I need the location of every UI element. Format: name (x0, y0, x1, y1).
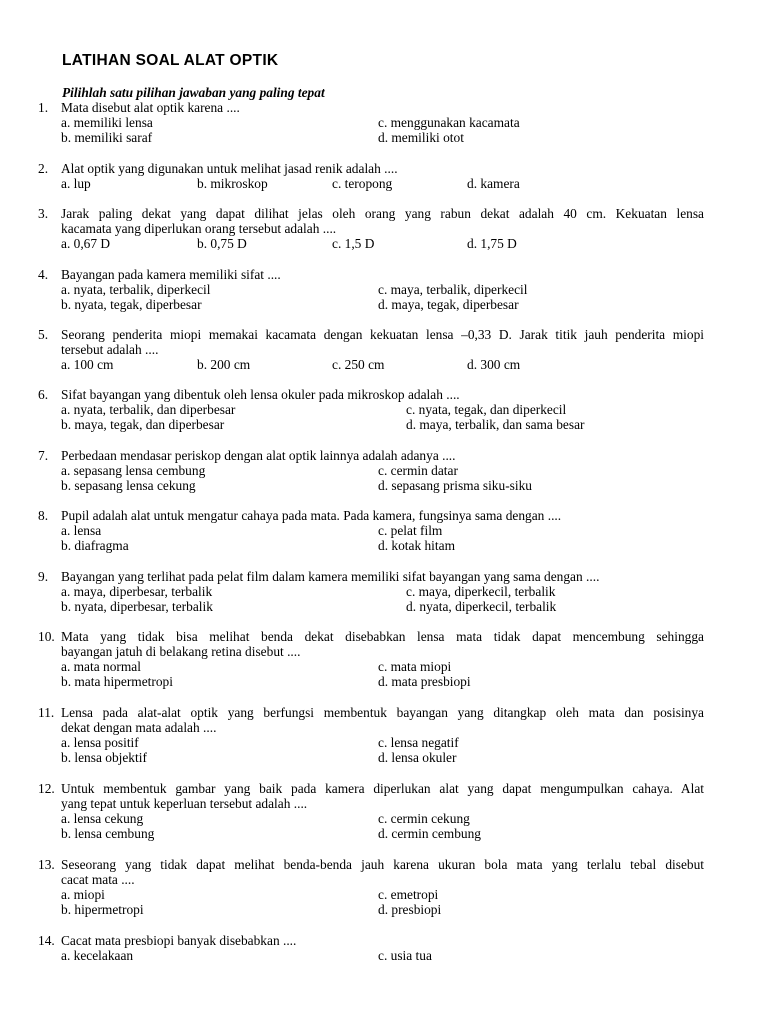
answer-option[interactable]: c. menggunakan kacamata (378, 115, 520, 130)
question-number: 12. (38, 781, 55, 796)
question-text: Seorang penderita miopi memakai kacamata dengan kekuatan lensa –0,33 D. Jarak titik jauh penderita miopi (61, 327, 704, 342)
answer-option[interactable]: d. cermin cembung (378, 826, 481, 841)
question-text: Bayangan pada kamera memiliki sifat .... (61, 267, 281, 282)
question-number: 10. (38, 629, 55, 644)
answer-option[interactable]: a. 100 cm (61, 357, 114, 372)
answer-option[interactable]: b. lensa cembung (61, 826, 155, 841)
question-text: Alat optik yang digunakan untuk melihat jasad renik adalah .... (61, 161, 398, 176)
question-text: dekat dengan mata adalah .... (61, 720, 217, 735)
question-number: 2. (38, 161, 49, 176)
answer-option[interactable]: a. sepasang lensa cembung (61, 463, 206, 478)
answer-option[interactable]: b. diafragma (61, 538, 129, 553)
instruction-text: Pilihlah satu pilihan jawaban yang paling tepat (62, 85, 325, 100)
answer-option[interactable]: b. mata hipermetropi (61, 674, 173, 689)
answer-option[interactable]: a. miopi (61, 887, 105, 902)
answer-option[interactable]: d. maya, terbalik, dan sama besar (406, 417, 585, 432)
question-text: Sifat bayangan yang dibentuk oleh lensa okuler pada mikroskop adalah .... (61, 387, 460, 402)
question-text: Cacat mata presbiopi banyak disebabkan .... (61, 933, 297, 948)
question-number: 4. (38, 267, 49, 282)
answer-option[interactable]: b. memiliki saraf (61, 130, 153, 145)
question-number: 6. (38, 387, 49, 402)
answer-option[interactable]: c. emetropi (378, 887, 439, 902)
question-text: Mata disebut alat optik karena .... (61, 100, 240, 115)
question-number: 9. (38, 569, 49, 584)
question-text: Bayangan yang terlihat pada pelat film dalam kamera memiliki sifat bayangan yang sama dengan .... (61, 569, 600, 584)
answer-option[interactable]: d. 1,75 D (467, 236, 517, 251)
answer-option[interactable]: d. sepasang prisma siku-siku (378, 478, 532, 493)
answer-option[interactable]: b. sepasang lensa cekung (61, 478, 196, 493)
question-text: Seseorang yang tidak dapat melihat benda-benda jauh karena ukuran bola mata yang terlalu tebal disebut (61, 857, 704, 872)
answer-option[interactable]: b. 0,75 D (197, 236, 247, 251)
answer-option[interactable]: d. 300 cm (467, 357, 521, 372)
answer-option[interactable]: d. kotak hitam (378, 538, 455, 553)
question-text: Pupil adalah alat untuk mengatur cahaya pada mata. Pada kamera, fungsinya sama dengan .... (61, 508, 562, 523)
page-title: LATIHAN SOAL ALAT OPTIK (62, 52, 279, 69)
answer-option[interactable]: b. lensa objektif (61, 750, 147, 765)
question-number: 8. (38, 508, 49, 523)
answer-option[interactable]: c. cermin datar (378, 463, 458, 478)
question-text: bayangan jatuh di belakang retina disebut .... (61, 644, 301, 659)
answer-option[interactable]: b. mikroskop (197, 176, 268, 191)
answer-option[interactable]: b. nyata, diperbesar, terbalik (61, 599, 213, 614)
question-number: 1. (38, 100, 49, 115)
answer-option[interactable]: c. pelat film (378, 523, 443, 538)
question-number: 7. (38, 448, 49, 463)
answer-option[interactable]: c. nyata, tegak, dan diperkecil (406, 402, 567, 417)
answer-option[interactable]: d. lensa okuler (378, 750, 457, 765)
question-text: tersebut adalah .... (61, 342, 159, 357)
answer-option[interactable]: c. 250 cm (332, 357, 385, 372)
answer-option[interactable]: d. mata presbiopi (378, 674, 471, 689)
answer-option[interactable]: b. 200 cm (197, 357, 251, 372)
question-text: Jarak paling dekat yang dapat dilihat jelas oleh orang yang rabun dekat adalah 40 cm. Kekuatan lensa (61, 206, 704, 221)
answer-option[interactable]: a. maya, diperbesar, terbalik (61, 584, 213, 599)
answer-option[interactable]: c. usia tua (378, 948, 432, 963)
answer-option[interactable]: d. nyata, diperkecil, terbalik (406, 599, 557, 614)
answer-option[interactable]: b. maya, tegak, dan diperbesar (61, 417, 225, 432)
answer-option[interactable]: b. nyata, tegak, diperbesar (61, 297, 202, 312)
answer-option[interactable]: a. nyata, terbalik, dan diperbesar (61, 402, 236, 417)
answer-option[interactable]: a. lensa cekung (61, 811, 144, 826)
question-text: Mata yang tidak bisa melihat benda dekat disebabkan lensa mata tidak dapat mencembung sehingga (61, 629, 704, 644)
answer-option[interactable]: d. kamera (467, 176, 520, 191)
question-number: 3. (38, 206, 49, 221)
answer-option[interactable]: c. mata miopi (378, 659, 452, 674)
answer-option[interactable]: a. mata normal (61, 659, 141, 674)
answer-option[interactable]: d. memiliki otot (378, 130, 464, 145)
answer-option[interactable]: d. presbiopi (378, 902, 442, 917)
answer-option[interactable]: a. nyata, terbalik, diperkecil (61, 282, 211, 297)
answer-option[interactable]: a. lensa positif (61, 735, 139, 750)
answer-option[interactable]: c. 1,5 D (332, 236, 375, 251)
answer-option[interactable]: c. maya, terbalik, diperkecil (378, 282, 528, 297)
question-text: Lensa pada alat-alat optik yang berfungsi membentuk bayangan yang ditangkap oleh mata dan posisinya (61, 705, 704, 720)
answer-option[interactable]: a. memiliki lensa (61, 115, 153, 130)
answer-option[interactable]: c. teropong (332, 176, 393, 191)
question-text: Perbedaan mendasar periskop dengan alat optik lainnya adalah adanya .... (61, 448, 456, 463)
question-text: yang tepat untuk keperluan tersebut adalah .... (61, 796, 308, 811)
question-number: 13. (38, 857, 55, 872)
answer-option[interactable]: c. cermin cekung (378, 811, 470, 826)
question-number: 11. (38, 705, 55, 720)
answer-option[interactable]: b. hipermetropi (61, 902, 144, 917)
answer-option[interactable]: a. lup (61, 176, 91, 191)
question-text: kacamata yang diperlukan orang tersebut adalah .... (61, 221, 337, 236)
answer-option[interactable]: c. lensa negatif (378, 735, 459, 750)
answer-option[interactable]: d. maya, tegak, diperbesar (378, 297, 519, 312)
question-number: 14. (38, 933, 55, 948)
question-text: cacat mata .... (61, 872, 135, 887)
answer-option[interactable]: a. kecelakaan (61, 948, 134, 963)
question-text: Untuk membentuk gambar yang baik pada kamera diperlukan alat yang dapat mengumpulkan cahaya. Alat (61, 781, 704, 796)
answer-option[interactable]: a. 0,67 D (61, 236, 111, 251)
answer-option[interactable]: a. lensa (61, 523, 102, 538)
answer-option[interactable]: c. maya, diperkecil, terbalik (406, 584, 556, 599)
question-number: 5. (38, 327, 49, 342)
